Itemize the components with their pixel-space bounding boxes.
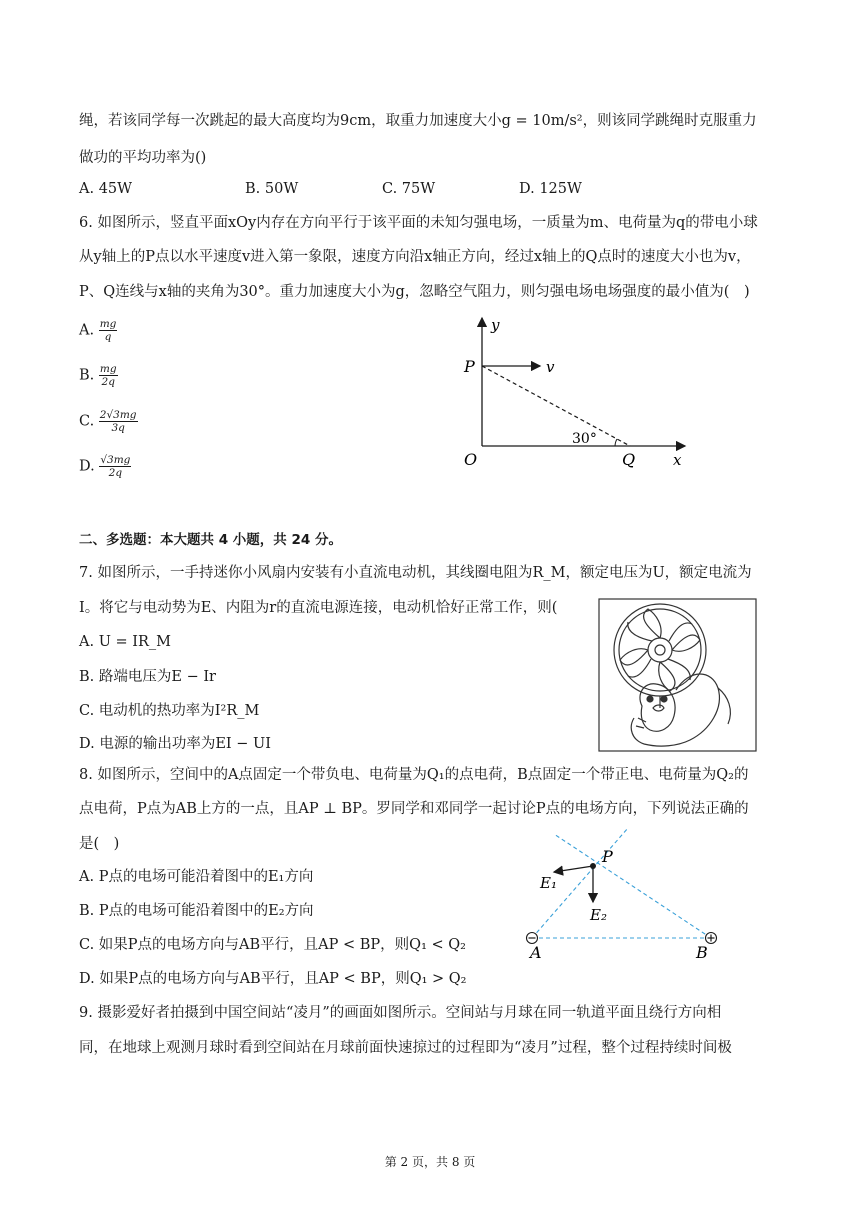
y-axis-label: y: [491, 316, 500, 334]
negative-charge-icon: [527, 933, 538, 944]
pq-dashed-line: [482, 366, 630, 446]
fraction: $\frac{mg}{2q}$: [99, 363, 117, 388]
line-bp-extended: [554, 834, 711, 938]
point-b-label: B: [696, 943, 708, 962]
origin-label: O: [464, 450, 478, 469]
section-header-multi-choice: 二、多选题：本大题共 4 小题，共 24 分。: [79, 532, 342, 548]
q7-text-line-1: 7. 如图所示，一手持迷你小风扇内安装有小直流电动机，其线圈电阻为R_M，额定电压为U，额定电流为: [79, 565, 752, 581]
q5-text-line-1: 绳，若该同学每一次跳起的最大高度均为9cm，取重力加速度大小g = 10m/s²，则该同学跳绳时克服重力: [79, 113, 757, 129]
q8-option-d: D. 如果P点的电场方向与AB平行，且AP < BP，则Q₁ > Q₂: [79, 971, 467, 987]
angle-arc: [615, 439, 617, 446]
q7-fan-illustration: [598, 598, 758, 752]
q6-option-c: C. $\frac{2√3mg}{3q}$: [79, 409, 137, 434]
q8-text-line-2: 点电荷，P点为AB上方的一点，且AP ⊥ BP。罗同学和邓同学一起讨论P点的电场方向，下列说法正确的: [79, 801, 749, 817]
q7-text-line-2: I。将它与电动势为E、内阻为r的直流电源连接，电动机恰好正常工作，则(: [79, 600, 558, 616]
point-a-label: A: [530, 943, 542, 962]
page-footer: 第 2 页，共 8 页: [384, 1155, 476, 1169]
q8-text-line-1: 8. 如图所示，空间中的A点固定一个带负电、电荷量为Q₁的点电荷，B点固定一个带正电、电荷量为Q₂的: [79, 767, 749, 783]
e1-label: E₁: [540, 874, 557, 892]
q8-option-c: C. 如果P点的电场方向与AB平行，且AP < BP，则Q₁ < Q₂: [79, 937, 466, 953]
q9-text-line-1: 9. 摄影爱好者拍摄到中国空间站“凌月”的画面如图所示。空间站与月球在同一轨道平面且绕行方向相: [79, 1005, 722, 1021]
angle-label: 30°: [572, 431, 597, 447]
point-q-label: Q: [622, 450, 636, 469]
q6-diagram: [455, 308, 705, 478]
velocity-label: v: [546, 358, 555, 376]
positive-charge-icon: [706, 933, 717, 944]
fraction: $\frac{√3mg}{2q}$: [100, 454, 131, 479]
q8-text-line-3: 是( ): [79, 836, 120, 852]
fraction: $\frac{mg}{q}$: [99, 318, 117, 343]
q8-diagram: [520, 822, 730, 964]
q5-text-line-2: 做功的平均功率为(): [79, 150, 207, 166]
q9-text-line-2: 同，在地球上观测月球时看到空间站在月球前面快速掠过的过程即为“凌月”过程，整个过程持续时间极: [79, 1040, 732, 1056]
q6-text-line-1: 6. 如图所示，竖直平面xOy内存在方向平行于该平面的未知匀强电场，一质量为m、电荷量为q的带电小球: [79, 215, 758, 231]
q8-option-a: A. P点的电场可能沿着图中的E₁方向: [79, 869, 314, 885]
e2-label: E₂: [590, 906, 607, 924]
q5-option-a: A. 45W: [79, 181, 133, 197]
x-axis-label: x: [673, 451, 682, 469]
q5-option-d: D. 125W: [519, 181, 582, 197]
q5-option-b: B. 50W: [245, 181, 299, 197]
q6-option-d: D. $\frac{√3mg}{2q}$: [79, 454, 131, 479]
point-p-label: P: [464, 357, 475, 376]
point-p-label: P: [602, 847, 613, 866]
illustration-frame: [599, 599, 756, 751]
q6-option-a: A. $\frac{mg}{q}$: [79, 318, 117, 343]
q6-option-b: B. $\frac{mg}{2q}$: [79, 363, 117, 388]
q7-option-b: B. 路端电压为E − Ir: [79, 669, 216, 685]
q6-text-line-3: P、Q连线与x轴的夹角为30°。重力加速度大小为g，忽略空气阻力，则匀强电场电场强度的最小值为( ): [79, 284, 750, 300]
q5-option-c: C. 75W: [382, 181, 436, 197]
fraction: $\frac{2√3mg}{3q}$: [99, 409, 137, 434]
q7-option-c: C. 电动机的热功率为I²R_M: [79, 703, 260, 719]
q7-option-d: D. 电源的输出功率为EI − UI: [79, 736, 271, 752]
e1-arrow: [554, 866, 593, 872]
q8-option-b: B. P点的电场可能沿着图中的E₂方向: [79, 903, 314, 919]
q7-option-a: A. U = IR_M: [79, 634, 172, 650]
q6-text-line-2: 从y轴上的P点以水平速度v进入第一象限，速度方向沿x轴正方向，经过x轴上的Q点时的速度大小也为v，: [79, 249, 751, 265]
